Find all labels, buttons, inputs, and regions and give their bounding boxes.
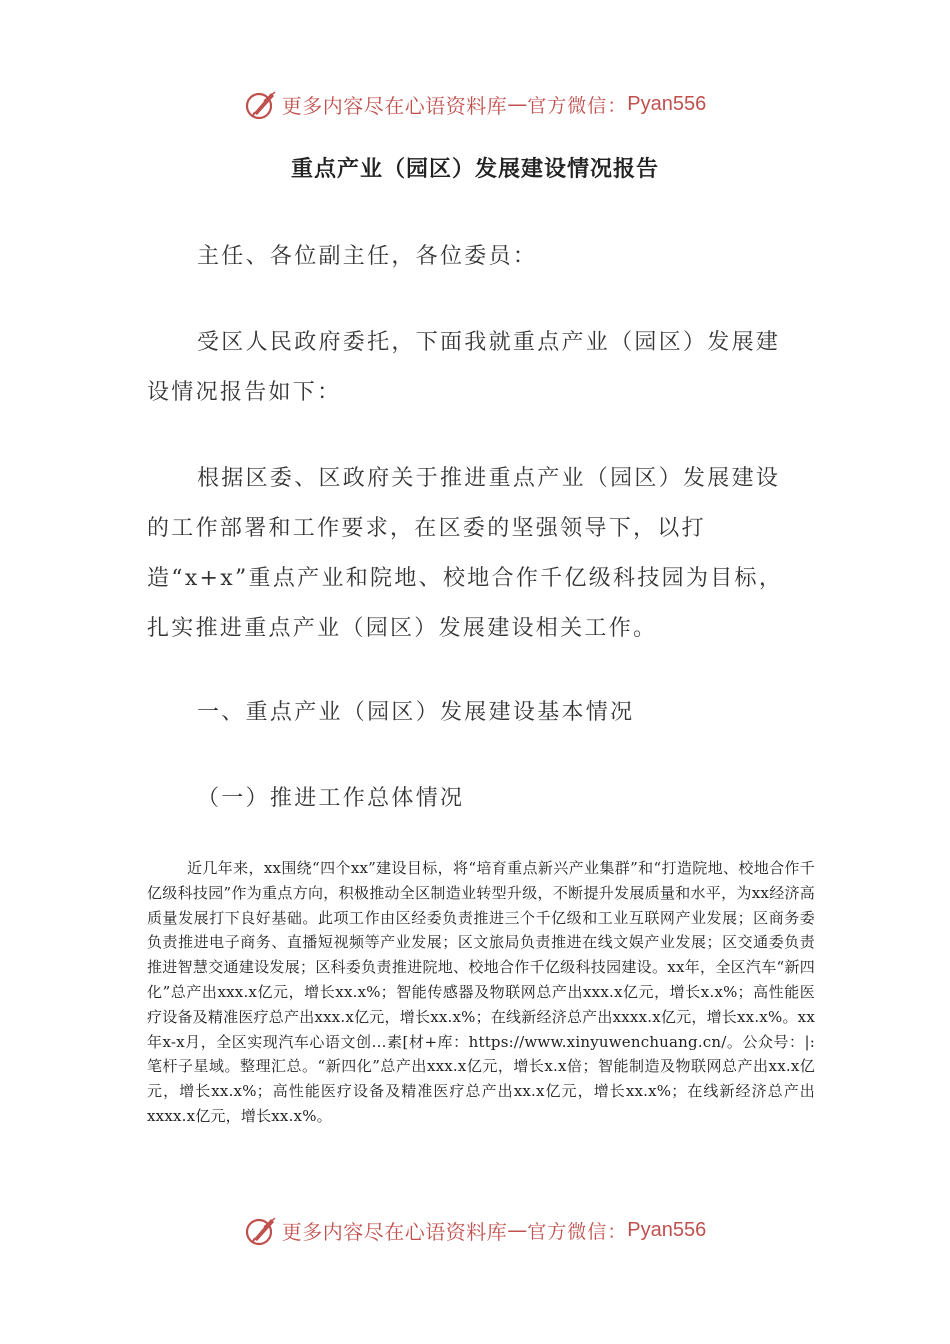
footer-banner [0, 1210, 950, 1250]
section-heading: 一、重点产业（园区）发展建设基本情况 [197, 700, 635, 725]
subsection-heading: （一）推进工作总体情况 [197, 786, 465, 811]
banner-separator: — [507, 1218, 528, 1242]
banner-official-text: 官方微信： [527, 94, 628, 117]
paragraph-2: 根据区委、区政府关于推进重点产业（园区）发展建设的工作部署和工作要求，在区委的坚强领导下，以打造“x+x”重点产业和院地、校地合作千亿级科技园为目标，扎实推进重点产业（园区）发展建设相关工作。 [147, 466, 784, 641]
banner-official-text: 官方微信： [527, 1220, 628, 1243]
document-title: 重点产业（园区）发展建设情况报告 [290, 156, 659, 182]
quill-pen-logo-icon [244, 1213, 278, 1247]
banner-site-text: 更多内容尽在心语资料库 [281, 93, 508, 118]
banner-separator: — [507, 92, 528, 116]
body-paragraph: 近几年来，xx围绕“四个xx”建设目标，将“培育重点新兴产业集群”和“打造院地、校地合作千亿级科技园”作为重点方向，积极推动全区制造业转型升级，不断提升发展质量和水平，为xx经济高质量发展打下良好基础。此项工作由区经委负责推进三个千亿级和工业互联网产业发展；区商务委负责推进电子商务、直播短视频等产业发展；区文旅局负责推进在线文娱产业发展；区交通委负责推进智慧交通建设发展；区科委负责推进院地、校地合作千亿级科技园建设。xx年，全区汽车“新四化”总产出xxx.x亿元，增长xx.x%；智能传感器及物联网总产出xxx.x亿元，增长x.x%；高性能医疗设备及精准医疗总产出xxx.x亿元，增长xx.x%；在线新经济总产出xxxx.x亿元，增长xx.x%。xx年x-x月，全区实现汽车心语文创…素[材+库：https://www.xinyuwenchuang.cn/。公众号：|:笔杆子星域。整理汇总。“新四化”总产出xxx.x亿元，增长x.x倍；智能制造及物联网总产出xx.x亿元，增长xx.x%；高性能医疗设备及精准医疗总产出xx.x亿元，增长xx.x%；在线新经济总产出xxxx.x亿元，增长xx.x%。 [147, 859, 815, 1125]
paragraph-1: 受区人民政府委托，下面我就重点产业（园区）发展建设情况报告如下： [147, 330, 781, 405]
quill-pen-logo-icon [244, 87, 278, 121]
salutation: 主任、各位副主任，各位委员： [197, 244, 538, 269]
banner-site-text: 更多内容尽在心语资料库 [281, 1219, 508, 1244]
header-banner [0, 84, 950, 124]
banner-wechat-id: Pyan556 [627, 1218, 707, 1241]
banner-wechat-id: Pyan556 [627, 92, 707, 115]
